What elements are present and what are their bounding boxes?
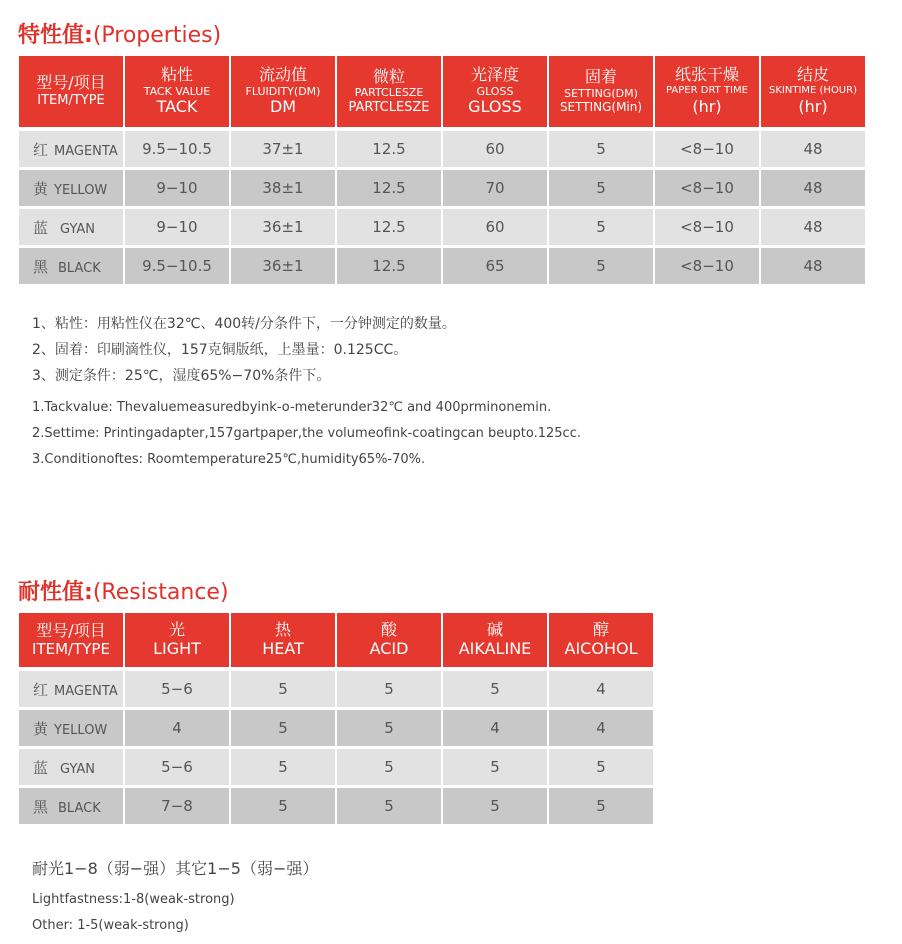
cell-particle: 12.5: [337, 209, 441, 248]
resistance-note-en-2: Other: 1-5(weak-strong): [32, 918, 189, 933]
item-en: MAGENTA: [54, 683, 118, 699]
properties-notes-en: [32, 395, 581, 473]
item-cn: 红: [33, 680, 49, 699]
cell-skin: 48: [761, 170, 865, 209]
cell-particle: 12.5: [337, 248, 441, 287]
header-cn: 型号/项目: [36, 620, 106, 640]
cell-setting: 5: [549, 131, 653, 170]
item-en: GYAN: [60, 221, 95, 237]
item-cn: 黑: [33, 257, 49, 276]
table-row: [19, 248, 865, 287]
header-tack: [125, 56, 229, 131]
note-en-1: 1.Tackvalue: Thevaluemeasuredbyink-o-meterunder32℃ and 400prminonemin.: [32, 400, 552, 415]
header-cn: 微粒: [372, 66, 405, 86]
header-fluidity: [231, 56, 335, 131]
cell-alcohol: 5: [549, 749, 653, 788]
header-cn: 流动值: [258, 64, 307, 84]
header-en: HEAT: [262, 639, 304, 658]
item-cn: 蓝: [33, 758, 49, 777]
cell-tack: 9.5−10.5: [125, 131, 229, 170]
header-en2: DM: [269, 97, 297, 117]
cell-alkaline: 5: [443, 671, 547, 710]
cell-particle: 12.5: [337, 170, 441, 209]
properties-title-cn: 特性值:: [18, 23, 93, 48]
header-cn: 光泽度: [470, 64, 519, 84]
header-en2: PARTCLESZE: [348, 99, 430, 115]
cell-item: [19, 749, 123, 788]
header-particle: [337, 56, 441, 131]
item-en: GYAN: [60, 761, 95, 777]
header-cn: 醇: [592, 620, 609, 640]
item-en: BLACK: [58, 260, 101, 276]
cell-gloss: 60: [443, 131, 547, 170]
cell-skin: 48: [761, 248, 865, 287]
item-cn: 黄: [33, 179, 49, 198]
cell-item: [19, 788, 123, 827]
resistance-title-en: (Resistance): [92, 580, 229, 605]
header-cn: 型号/项目: [36, 73, 106, 93]
header-skin-time: [761, 56, 865, 131]
header-cn: 粘性: [160, 64, 193, 84]
header-en: ITEM/TYPE: [37, 93, 105, 109]
properties-header-row: [19, 56, 865, 131]
cell-acid: 5: [337, 749, 441, 788]
cell-paper-dry: <8−10: [655, 209, 759, 248]
header-cn: 光: [168, 620, 185, 640]
header-item-type: [19, 613, 123, 671]
properties-notes-cn: [32, 311, 456, 389]
cell-item: [19, 671, 123, 710]
cell-alkaline: 4: [443, 710, 547, 749]
header-en: SETTING(DM): [564, 86, 638, 100]
cell-paper-dry: <8−10: [655, 170, 759, 209]
resistance-table: [17, 613, 655, 827]
cell-fluidity: 38±1: [231, 170, 335, 209]
item-en: YELLOW: [54, 722, 108, 738]
note-cn-2: 2、固着：印刷滴性仪，157克铜版纸，上墨量：0.125CC。: [32, 342, 408, 358]
properties-title-en: (Properties): [92, 23, 222, 48]
header-en: SKINTIME (HOUR): [769, 85, 857, 97]
note-cn-1: 1、粘性：用粘性仪在32℃、400转/分条件下，一分钟测定的数量。: [32, 316, 456, 332]
item-cn: 黑: [33, 797, 49, 816]
cell-heat: 5: [231, 788, 335, 827]
header-en: GLOSS: [476, 84, 514, 98]
header-en2: (hr): [692, 96, 722, 116]
cell-alcohol: 4: [549, 671, 653, 710]
header-alkaline: [443, 613, 547, 671]
item-en: MAGENTA: [54, 143, 118, 159]
cell-heat: 5: [231, 671, 335, 710]
cell-alkaline: 5: [443, 749, 547, 788]
cell-fluidity: 37±1: [231, 131, 335, 170]
table-row: [19, 131, 865, 170]
header-en: ITEM/TYPE: [32, 639, 110, 658]
table-row: [19, 749, 653, 788]
cell-heat: 5: [231, 749, 335, 788]
item-cn: 红: [33, 140, 49, 159]
cell-item: [19, 170, 123, 209]
header-cn: 结皮: [796, 65, 829, 85]
properties-table: [17, 56, 867, 287]
cell-light: 4: [125, 710, 229, 749]
header-cn: 碱: [486, 620, 503, 640]
table-row: [19, 209, 865, 248]
cell-acid: 5: [337, 710, 441, 749]
header-cn: 固着: [584, 67, 617, 87]
item-cn: 蓝: [33, 218, 49, 237]
resistance-title-cn: 耐性值:: [18, 580, 93, 605]
header-en: PAPER DRT TIME: [666, 85, 748, 97]
table-row: [19, 710, 653, 749]
header-cn: 纸张干燥: [674, 65, 739, 85]
header-en2: (hr): [798, 96, 828, 116]
header-en: AICOHOL: [564, 639, 638, 658]
cell-tack: 9.5−10.5: [125, 248, 229, 287]
properties-title: [18, 18, 221, 49]
item-en: YELLOW: [54, 182, 108, 198]
cell-acid: 5: [337, 671, 441, 710]
cell-paper-dry: <8−10: [655, 248, 759, 287]
resistance-title: [18, 575, 229, 606]
cell-paper-dry: <8−10: [655, 131, 759, 170]
header-acid: [337, 613, 441, 671]
header-heat: [231, 613, 335, 671]
header-light: [125, 613, 229, 671]
header-en2: SETTING(Min): [559, 100, 643, 115]
resistance-header-row: [19, 613, 653, 671]
item-cn: 黄: [33, 719, 49, 738]
cell-fluidity: 36±1: [231, 248, 335, 287]
cell-alkaline: 5: [443, 788, 547, 827]
header-en2: TACK: [156, 97, 198, 117]
header-en: TACK VALUE: [143, 84, 211, 98]
cell-item: [19, 710, 123, 749]
cell-gloss: 60: [443, 209, 547, 248]
cell-tack: 9−10: [125, 170, 229, 209]
cell-alcohol: 4: [549, 710, 653, 749]
resistance-note-cn: 耐光1−8（弱−强）其它1−5（弱−强）: [32, 859, 319, 878]
cell-item: [19, 131, 123, 170]
cell-setting: 5: [549, 248, 653, 287]
cell-tack: 9−10: [125, 209, 229, 248]
header-gloss: [443, 56, 547, 131]
table-row: [19, 671, 653, 710]
cell-light: 5−6: [125, 749, 229, 788]
header-en: FLUIDITY(DM): [245, 84, 321, 98]
cell-setting: 5: [549, 170, 653, 209]
cell-particle: 12.5: [337, 131, 441, 170]
cell-skin: 48: [761, 209, 865, 248]
cell-item: [19, 209, 123, 248]
note-en-2: 2.Settime: Printingadapter,157gartpaper,the volumeofink-coatingcan beupto.125cc.: [32, 426, 581, 441]
header-en: PARTCLESZE: [354, 86, 424, 100]
header-en: AIKALINE: [458, 639, 532, 658]
header-alcohol: [549, 613, 653, 671]
cell-gloss: 70: [443, 170, 547, 209]
resistance-note-en-1: Lightfastness:1-8(weak-strong): [32, 892, 235, 907]
table-row: [19, 170, 865, 209]
note-cn-3: 3、测定条件：25℃，湿度65%−70%条件下。: [32, 368, 331, 384]
header-cn: 热: [274, 620, 291, 640]
header-cn: 酸: [380, 620, 397, 640]
table-row: [19, 788, 653, 827]
cell-alcohol: 5: [549, 788, 653, 827]
header-paper-dry: [655, 56, 759, 131]
header-setting: [549, 56, 653, 131]
cell-item: [19, 248, 123, 287]
header-en: ACID: [369, 639, 409, 658]
cell-setting: 5: [549, 209, 653, 248]
header-item-type: [19, 56, 123, 131]
note-en-3: 3.Conditionoftes: Roomtemperature25℃,humidity65%-70%.: [32, 452, 426, 467]
cell-heat: 5: [231, 710, 335, 749]
cell-fluidity: 36±1: [231, 209, 335, 248]
cell-light: 5−6: [125, 671, 229, 710]
cell-acid: 5: [337, 788, 441, 827]
header-en: LIGHT: [153, 639, 201, 658]
cell-gloss: 65: [443, 248, 547, 287]
item-en: BLACK: [58, 800, 101, 816]
cell-light: 7−8: [125, 788, 229, 827]
header-en2: GLOSS: [468, 97, 522, 117]
cell-skin: 48: [761, 131, 865, 170]
